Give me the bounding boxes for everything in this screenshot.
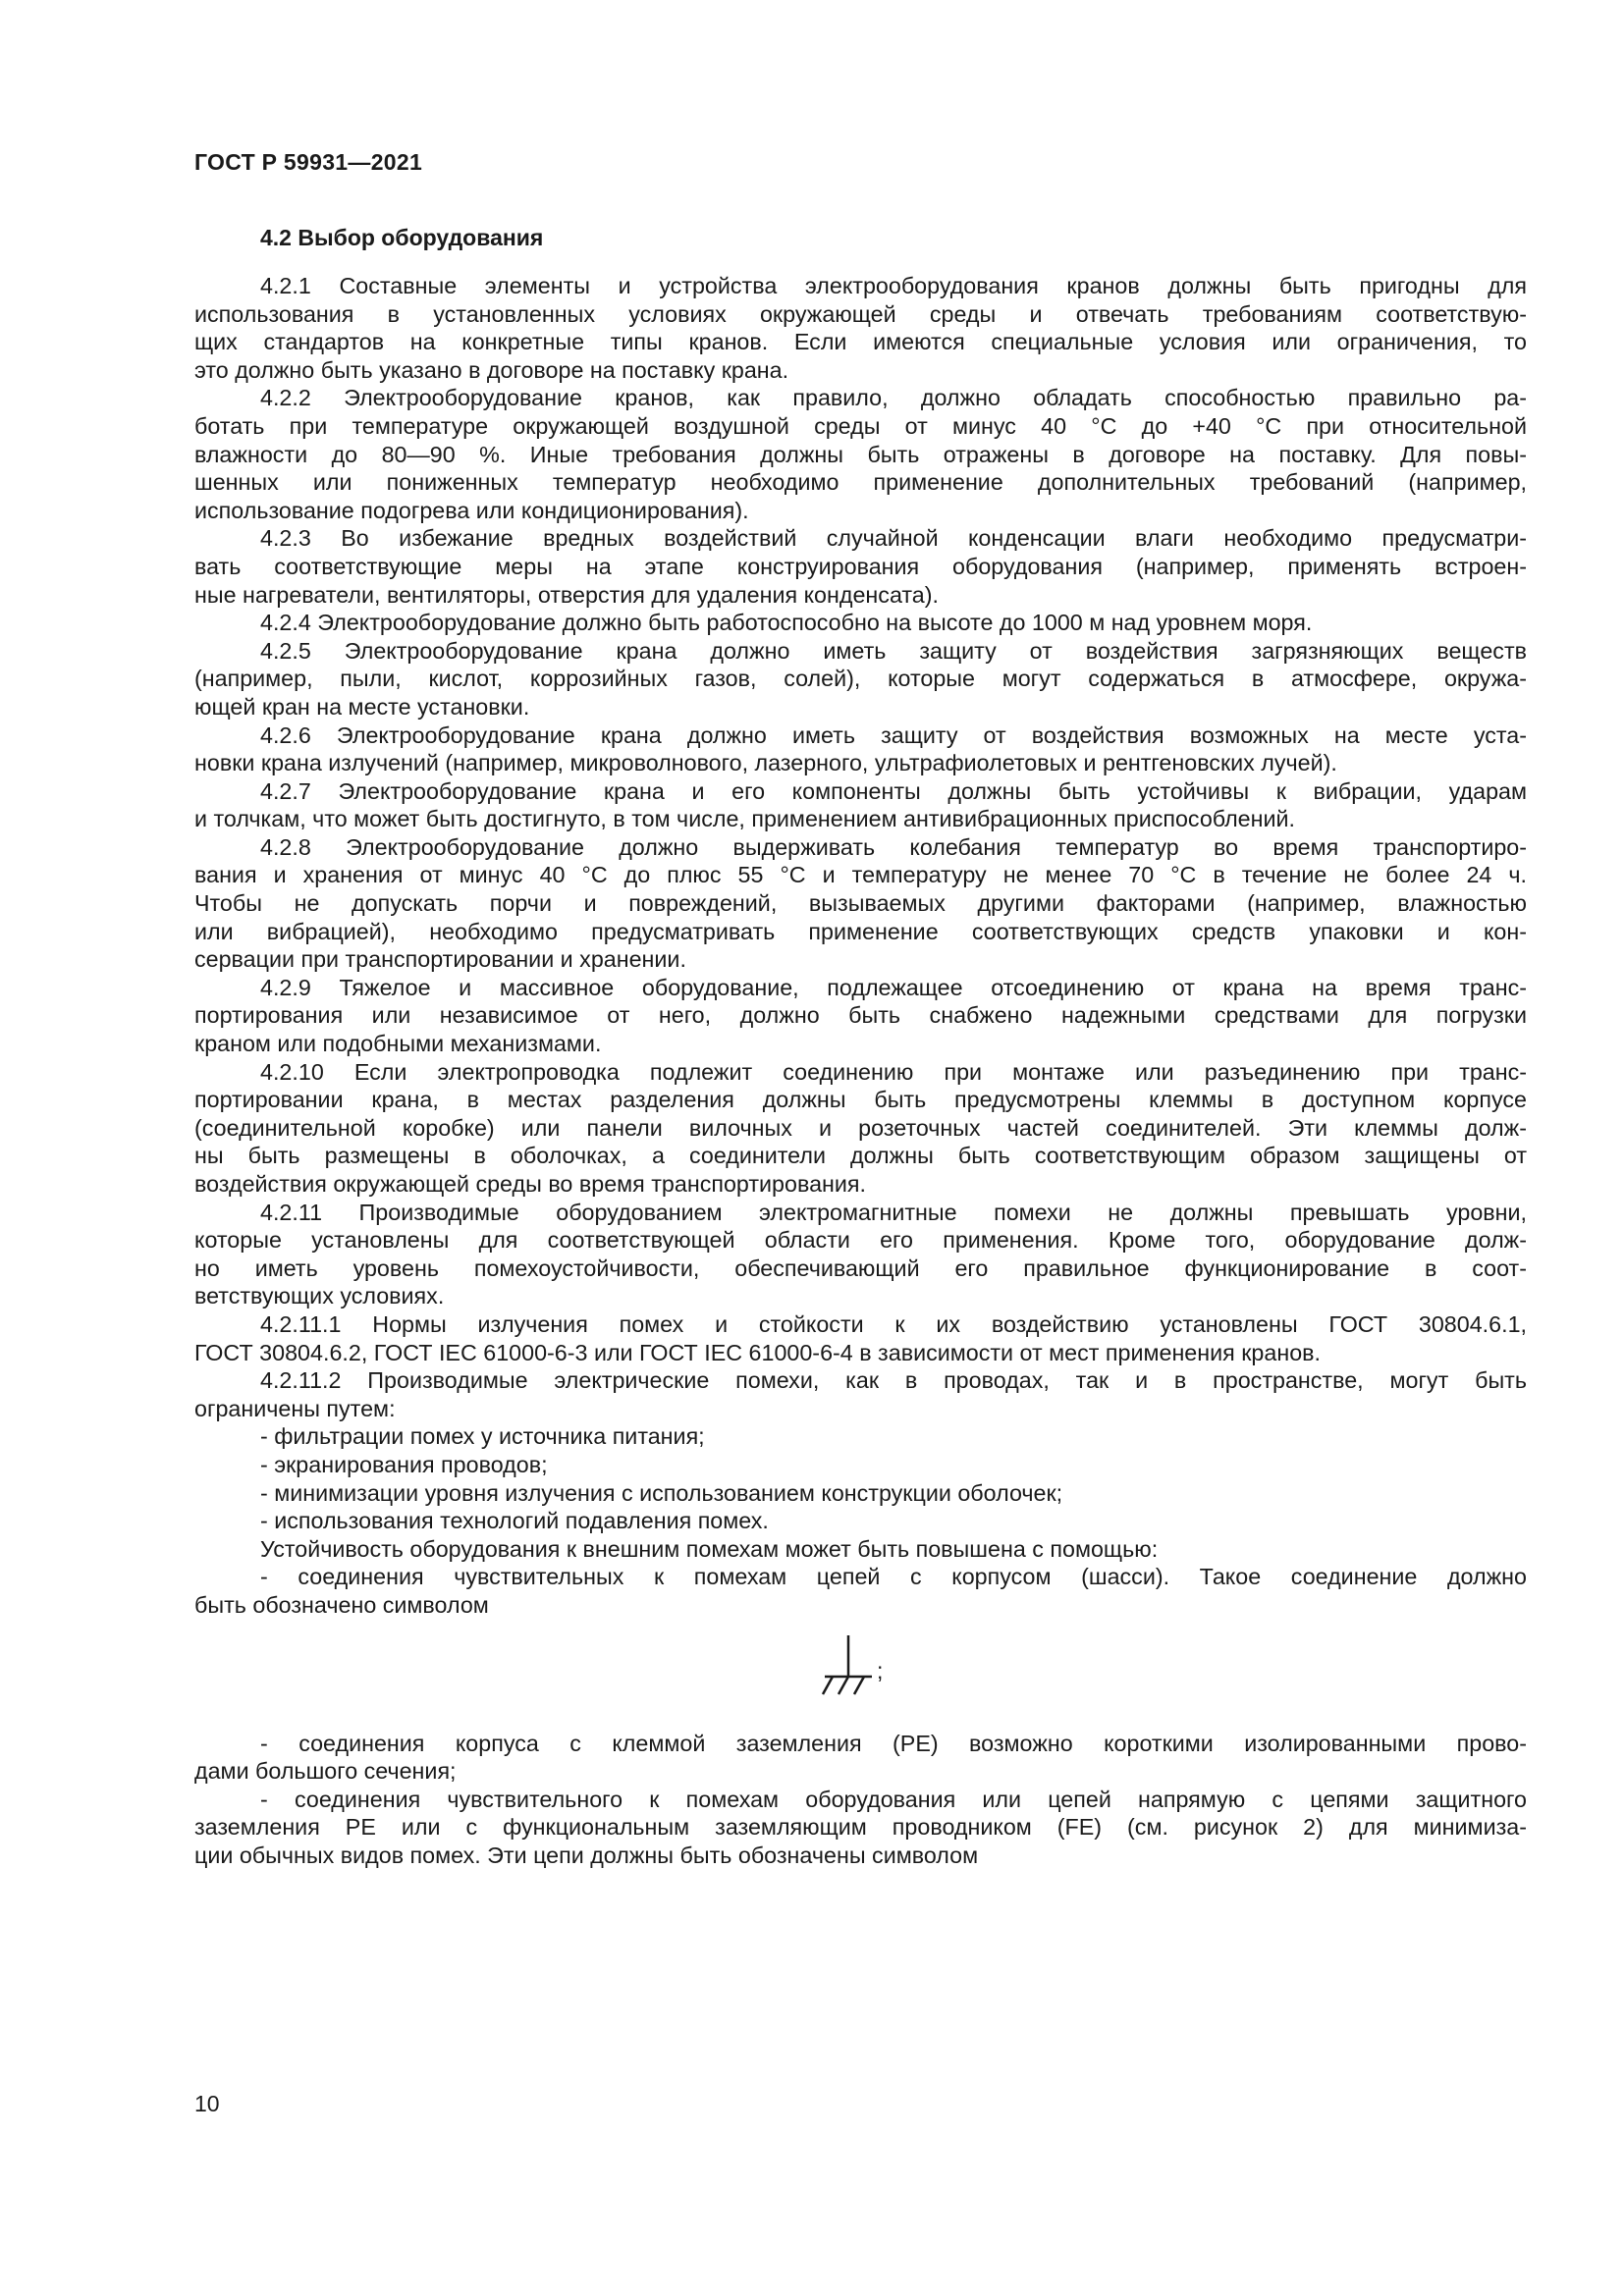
paragraph — [194, 1507, 1527, 1535]
text-line: 4.2.10 Если электропроводка подлежит соединению при монтаже или разъединению при транс- — [260, 1058, 1527, 1085]
paragraph — [194, 1563, 1527, 1619]
text-line: (соединительной коробке) или панели вилочных и розеточных частей соединителей. Эти клеммы долж- — [194, 1114, 1527, 1141]
text-line: ветствующих условиях. — [194, 1283, 445, 1309]
text-line: - экранирования проводов; — [260, 1451, 548, 1477]
text-line: портирования или независимое от него, должно быть снабжено надежными средствами для погрузки — [194, 1002, 1527, 1029]
paragraph — [194, 1310, 1527, 1366]
chassis-ground-icon — [819, 1633, 876, 1702]
paragraph — [194, 1451, 1527, 1479]
paragraph — [194, 1199, 1527, 1310]
text-line: ные нагреватели, вентиляторы, отверстия для удаления конденсата). — [194, 581, 939, 608]
paragraphs-before — [194, 272, 1527, 1620]
text-line: вания и хранения от минус 40 °C до плюс 55 °C и температуру не менее 70 °C в течение не более 24 ч. — [194, 862, 1527, 888]
text-line: 4.2.2 Электрооборудование кранов, как правило, должно обладать способностью правильно ра- — [260, 385, 1527, 411]
symbol-suffix: ; — [877, 1657, 884, 1683]
text-line: 4.2.11.2 Производимые электрические помехи, как в проводах, так и в пространстве, могут быть — [260, 1367, 1527, 1394]
paragraph — [194, 721, 1527, 777]
text-line: ботать при температуре окружающей воздушной среды от минус 40 °C до +40 °C при относительной — [194, 412, 1527, 439]
text-line: новки крана излучений (например, микроволнового, лазерного, ультрафиолетовых и рентгеновских лучей). — [194, 750, 1337, 776]
section-heading: 4.2 Выбор оборудования — [260, 225, 544, 250]
paragraph — [194, 637, 1527, 721]
text-line: и толчкам, что может быть достигнуто, в том числе, применением антивибрационных приспособлений. — [194, 806, 1296, 832]
symbol-row — [194, 1620, 1527, 1730]
text-line: - использования технологий подавления помех. — [260, 1508, 769, 1534]
text-line: 4.2.1 Составные элементы и устройства электрооборудования кранов должны быть пригодны для — [260, 273, 1527, 298]
text-line: использования в установленных условиях окружающей среды и отвечать требованиям соответствую- — [194, 300, 1527, 327]
paragraph — [194, 777, 1527, 833]
text-line: использование подогрева или кондиционирования). — [194, 497, 749, 523]
paragraph — [194, 1786, 1527, 1870]
page-number: 10 — [194, 2091, 220, 2116]
text-line: но иметь уровень помехоустойчивости, обеспечивающий его правильное функционирование в соот- — [194, 1255, 1527, 1281]
text-line: 4.2.11.1 Нормы излучения помех и стойкости к их воздействию установлены ГОСТ 30804.6.1, — [260, 1310, 1527, 1337]
text-line: это должно быть указано в договоре на поставку крана. — [194, 356, 789, 383]
text-line: или вибрацией), необходимо предусматривать применение соответствующих средств упаковки и кон- — [194, 918, 1527, 944]
text-line: вать соответствующие меры на этапе конструирования оборудования (например, применять встроен- — [194, 553, 1527, 579]
paragraph — [194, 1366, 1527, 1422]
text-line: ющей кран на месте установки. — [194, 693, 530, 720]
text-line: 4.2.3 Во избежание вредных воздействий случайной конденсации влаги необходимо предусматри- — [260, 525, 1527, 552]
text-line: щих стандартов на конкретные типы кранов. Если имеются специальные условия или ограничения, то — [194, 329, 1527, 355]
text-line: ны быть размещены в оболочках, а соединители должны быть соответствующим образом защищены от — [194, 1143, 1527, 1169]
body-text — [194, 272, 1527, 1869]
text-line: 4.2.4 Электрооборудование должно быть работоспособно на высоте до 1000 м над уровнем моря. — [260, 610, 1313, 636]
paragraph — [194, 609, 1527, 637]
paragraph — [194, 1479, 1527, 1508]
paragraphs-after — [194, 1730, 1527, 1870]
text-line: (например, пыли, кислот, коррозийных газов, солей), которые могут содержаться в атмосфере, окружа- — [194, 666, 1527, 692]
text-line: 4.2.7 Электрооборудование крана и его компоненты должны быть устойчивы к вибрации, ударам — [260, 777, 1527, 804]
text-line: которые установлены для соответствующей области его применения. Кроме того, оборудование долж- — [194, 1227, 1527, 1254]
text-line: ГОСТ 30804.6.2, ГОСТ IEC 61000-6-3 или ГОСТ IEC 61000-6-4 в зависимости от мест применения кранов. — [194, 1339, 1322, 1365]
paragraph — [194, 1422, 1527, 1451]
text-line: 4.2.6 Электрооборудование крана должно иметь защиту от воздействия возможных на месте уста- — [260, 721, 1527, 748]
text-line: 4.2.5 Электрооборудование крана должно иметь защиту от воздействия загрязняющих веществ — [260, 637, 1527, 664]
text-line: Устойчивость оборудования к внешним помехам может быть повышена с помощью: — [260, 1535, 1159, 1562]
paragraph — [194, 1058, 1527, 1199]
text-line: краном или подобными механизмами. — [194, 1031, 602, 1057]
text-line: - соединения чувствительных к помехам цепей с корпусом (шасси). Такое соединение должно — [260, 1564, 1527, 1590]
text-line: - минимизации уровня излучения с использованием конструкции оболочек; — [260, 1479, 1063, 1506]
paragraph — [194, 524, 1527, 609]
text-line: воздействия окружающей среды во время транспортирования. — [194, 1171, 867, 1197]
text-line: Чтобы не допускать порчи и повреждений, вызываемых другими факторами (например, влажностью — [194, 890, 1527, 917]
paragraph — [194, 272, 1527, 384]
paragraph — [194, 833, 1527, 974]
text-line: - соединения корпуса с клеммой заземления (PE) возможно короткими изолированными прово- — [260, 1730, 1527, 1756]
paragraph — [194, 1535, 1527, 1564]
text-line: заземления PE или с функциональным заземляющим проводником (FE) (см. рисунок 2) для минимиза- — [194, 1814, 1527, 1841]
text-line: - фильтрации помех у источника питания; — [260, 1423, 705, 1450]
text-line: сервации при транспортировании и хранении. — [194, 946, 686, 973]
text-line: 4.2.9 Тяжелое и массивное оборудование, подлежащее отсоединению от крана на время транс- — [260, 974, 1527, 1000]
text-line: ограничены путем: — [194, 1395, 396, 1421]
text-line: быть обозначено символом — [194, 1591, 489, 1618]
text-line: - соединения чувствительного к помехам оборудования или цепей напрямую с цепями защитного — [260, 1786, 1527, 1812]
document-header: ГОСТ Р 59931—2021 — [194, 149, 423, 175]
text-line: дами большого сечения; — [194, 1758, 457, 1785]
paragraph — [194, 384, 1527, 524]
text-line: 4.2.8 Электрооборудование должно выдерживать колебания температур во время транспортиро- — [260, 833, 1527, 860]
text-line: 4.2.11 Производимые оборудованием электромагнитные помехи не должны превышать уровни, — [260, 1199, 1527, 1225]
text-line: влажности до 80—90 %. Иные требования должны быть отражены в договоре на поставку. Для повы- — [194, 441, 1527, 467]
text-line: портировании крана, в местах разделения должны быть предусмотрены клеммы в доступном корпусе — [194, 1087, 1527, 1113]
paragraph — [194, 1730, 1527, 1786]
paragraph — [194, 974, 1527, 1058]
text-line: ции обычных видов помех. Эти цепи должны быть обозначены символом — [194, 1842, 979, 1868]
text-line: шенных или пониженных температур необходимо применение дополнительных требований (например, — [194, 469, 1527, 496]
